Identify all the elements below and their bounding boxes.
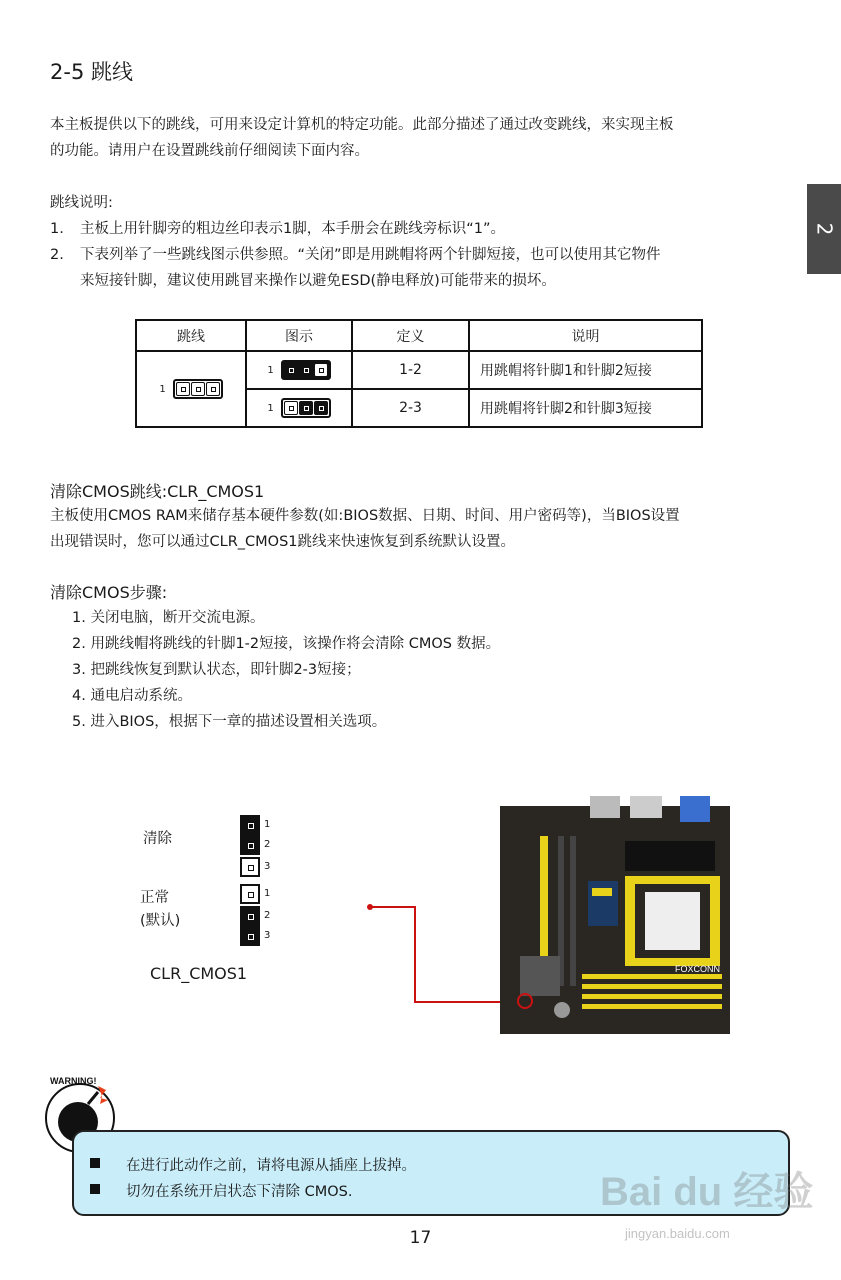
table-header: 图示 [246,320,352,351]
intro-paragraph: 本主板提供以下的跳线，可用来设定计算机的特定功能。此部分描述了通过改变跳线，来实现主板 的功能。请用户在设置跳线前仔细阅读下面内容。 [50,117,674,159]
table-header: 定义 [352,320,469,351]
cmos-title: 清除CMOS跳线:CLR_CMOS1 [50,482,265,501]
baidu-watermark: Bai du 经验 [600,1170,814,1214]
chapter-tab: 2 [807,184,841,274]
list-item: 4. 通电启动系统。 [72,688,192,704]
jumper-name: CLR_CMOS1 [150,964,248,983]
table-cell: 用跳帽将针脚1和针脚2短接 [469,351,702,389]
jumper-clear-figure: 1 2 3 [240,815,260,877]
jumper-23-figure: 1 [246,389,352,427]
warning-box: 在进行此动作之前，请将电源从插座上拔掉。 切勿在系统开启状态下清除 CMOS. [72,1130,790,1216]
jumper-12-figure: 1 [246,351,352,389]
steps-list [72,605,500,735]
default-label: (默认) [140,913,181,929]
list-item: 5. 进入BIOS，根据下一章的描述设置相关选项。 [72,714,387,730]
steps-title: 清除CMOS步骤: [50,583,168,602]
table-header: 跳线 [136,320,246,351]
jumper-desc-list: 1. 主板上用针脚旁的粗边丝印表示1脚，本手册会在跳线旁标识“1”。 2. 下表列举了一些跳线图示供参照。“关闭”即是用跳帽将两个针脚短接，也可以使用其它物件 来短接针脚，建议使用跳冒来操作以避免ESD(静电释放)可能带来的损坏。 [50,221,661,289]
jumper-normal-figure: 1 2 3 [240,884,260,946]
cmos-paragraph: 主板使用CMOS RAM来储存基本硬件参数(如:BIOS数据、日期、时间、用户密码等)，当BIOS设置 出现错误时，您可以通过CLR_CMOS1跳线来快速恢复到系统默认设置。 [50,508,680,550]
table-cell: 2-3 [352,389,469,427]
page-number: 17 [409,1228,432,1248]
motherboard-image [500,796,732,1036]
pointer-arrow [360,898,520,1008]
jumper-desc-title: 跳线说明: [50,195,113,211]
table-cell: 1-2 [352,351,469,389]
jumper-table [135,319,703,428]
table-header: 说明 [469,320,702,351]
section-title: 2-5 跳线 [50,60,133,84]
jumper-open-figure: 1 [136,351,246,427]
table-row [136,351,702,389]
table-header-row [136,320,702,351]
list-item: 2. 用跳线帽将跳线的针脚1-2短接，该操作将会清除 CMOS 数据。 [72,636,501,652]
list-item: 3. 把跳线恢复到默认状态，即针脚2-3短接； [72,662,361,678]
list-item: 1. 关闭电脑，断开交流电源。 [72,610,265,626]
watermark-url: jingyan.baidu.com [625,1226,730,1241]
table-cell: 用跳帽将针脚2和针脚3短接 [469,389,702,427]
normal-label: 正常 [140,890,169,906]
svg-text:FOXCONN: FOXCONN [675,964,720,974]
svg-text:WARNING!: WARNING! [50,1076,97,1086]
clear-label: 清除 [143,831,172,847]
